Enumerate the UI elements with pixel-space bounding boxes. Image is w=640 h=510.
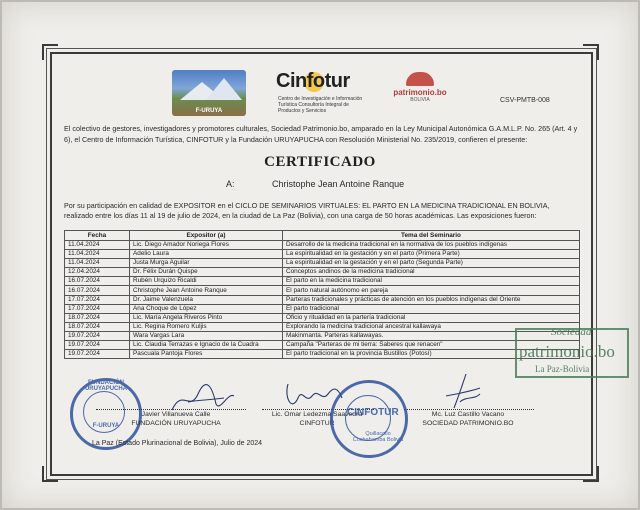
table-row (65, 322, 580, 331)
patrimonio-logo (390, 72, 450, 112)
cell-speaker: Lic. Regina Romero Kuljis (130, 322, 283, 331)
table-row (65, 250, 580, 259)
cell-speaker: Dr. Félix Durán Quispe (130, 268, 283, 277)
signature-line (96, 409, 246, 410)
cell-date: 19.07.2024 (65, 341, 130, 350)
seminar-table (64, 230, 580, 359)
cell-date: 16.07.2024 (65, 286, 130, 295)
cell-date: 19.07.2024 (65, 331, 130, 340)
signatory-1 (106, 411, 246, 428)
table-row (65, 331, 580, 340)
column-header-date: Fecha (65, 231, 130, 241)
cell-topic: Desarrollo de la medicina tradicional en la normativa de los pueblos indígenas (283, 241, 580, 250)
issue-place-date: La Paz (Estado Plurinacional de Bolivia), Julio de 2024 (92, 440, 263, 447)
cell-speaker: Ana Choque de López (130, 304, 283, 313)
uruyapucha-logo (172, 70, 246, 116)
cell-topic: El parto en la medicina tradicional (283, 277, 580, 286)
cell-date: 16.07.2024 (65, 277, 130, 286)
recipient-label: A: (226, 179, 235, 189)
table-row (65, 295, 580, 304)
cell-topic: La espiritualidad en la gestación y en el parto (Primera Parte) (283, 250, 580, 259)
cell-speaker: Pascuala Pantoja Flores (130, 350, 283, 359)
signature-line (404, 409, 534, 410)
cinfotur-logo (276, 70, 370, 114)
table-row (65, 286, 580, 295)
table-row (65, 268, 580, 277)
stamp-line-3: La Paz-Bolivia (535, 364, 590, 374)
intro-text: El colectivo de gestores, investigadores y promotores culturales, Sociedad Patrimonio.bo, amparado en la Ley Municipal Autonómica G.A.M.L.P. No. 265 (Art. 4 y 6), el Centro de Información Turística, CINFOTUR y la Fundación URUYAPUCHA con Resolución Ministerial No. 235/2019, confieren el presente: (64, 124, 578, 144)
seal-center-city: Quillacollo Cochabamba Bolivia (352, 431, 404, 443)
cell-date: 18.07.2024 (65, 313, 130, 322)
patrimonio-logo-country: BOLIVIA (410, 97, 430, 103)
cell-topic: Conceptos andinos de la medicina tradicional (283, 268, 580, 277)
stamp-line-1: Sociedad (551, 326, 592, 338)
cell-date: 18.07.2024 (65, 322, 130, 331)
certificate-code: CSV-PMTB-008 (500, 97, 550, 104)
cinfotur-logo-name: Cinfotur (276, 70, 350, 92)
cell-topic: Parteras tradicionales y prácticas de atención en los pueblos indígenas del Oriente (283, 295, 580, 304)
recipient-name: Christophe Jean Antoine Ranque (272, 179, 405, 189)
uruyapucha-logo-caption: F-URUYA (195, 108, 223, 114)
cinfotur-seal (330, 380, 408, 458)
cell-date: 11.04.2024 (65, 259, 130, 268)
signatory-3-org: SOCIEDAD PATRIMONIO.BO (422, 419, 514, 427)
signatory-2-name: Lic. Omar Ledezma Saavedra (271, 411, 363, 418)
signatory-3 (400, 411, 536, 428)
cell-speaker: Justa Murga Aguilar (130, 259, 283, 268)
cell-topic: El parto tradicional en la provincia Bustillos (Potosí) (283, 350, 580, 359)
cell-date: 12.04.2024 (65, 268, 130, 277)
cell-date: 19.07.2024 (65, 350, 130, 359)
cell-speaker: Wara Vargas Lara (130, 331, 283, 340)
signatory-2-org: CINFOTUR (299, 419, 335, 427)
cell-date: 11.04.2024 (65, 241, 130, 250)
cell-topic: Makinmanta. Parteras kallawayas. (283, 331, 580, 340)
cell-topic: El parto natural autónomo en pareja (283, 286, 580, 295)
cell-speaker: Lic. Claudia Terrazas e Ignacio de la Cuadra (130, 341, 283, 350)
cinfotur-logo-subtitle: Centro de Investigación e Información Turística Consultoría Integral de Productos y Servicios (278, 96, 363, 114)
border-corner (583, 466, 599, 482)
patrimonio-stamp (515, 326, 629, 378)
cell-date: 11.04.2024 (65, 250, 130, 259)
seal-center-name: CINFOTUR (347, 407, 399, 418)
cell-speaker: Lic. Diego Amador Noriega Flores (130, 241, 283, 250)
table-row (65, 277, 580, 286)
certificate-title: CERTIFICADO (264, 154, 376, 170)
seal-left-top: FUNDACIÓN URUYAPUCHA (84, 380, 128, 392)
patrimonio-logo-name: patrimonio.bo (393, 88, 447, 97)
border-corner (42, 44, 58, 60)
table-row (65, 313, 580, 322)
cell-topic: Oficio y ritualidad en la partería tradicional (283, 313, 580, 322)
recipient (226, 179, 404, 189)
cell-speaker: Adelio Laura (130, 250, 283, 259)
cell-speaker: Rubén Urquizo Ricaldi (130, 277, 283, 286)
table-row (65, 304, 580, 313)
table-row (65, 259, 580, 268)
column-header-topic: Tema del Seminario (283, 231, 580, 241)
signature-castillo (436, 372, 486, 412)
cell-topic: Campaña "Parteras de mi tierra: Saberes que renacen" (283, 341, 580, 350)
cell-topic: La espiritualidad en la gestación y en el parto (Segunda Parte) (283, 259, 580, 268)
cell-speaker: Christophe Jean Antoine Ranque (130, 286, 283, 295)
seal-left-bottom: F-URUYA (92, 423, 120, 429)
cell-topic: Explorando la medicina tradicional ancestral kallawaya (283, 322, 580, 331)
border-corner (42, 466, 58, 482)
cell-date: 17.07.2024 (65, 295, 130, 304)
signatory-1-name: Javier Villanueva Calle (141, 411, 211, 418)
table-row (65, 241, 580, 250)
signatory-3-name: Mc. Luz Castillo Vacano (431, 411, 505, 418)
cell-date: 17.07.2024 (65, 304, 130, 313)
stamp-line-2: patrimonio.bo (519, 342, 615, 361)
table-row (65, 341, 580, 350)
cell-speaker: Lic. María Angela Riveros Pinto (130, 313, 283, 322)
table-header-row (65, 231, 580, 241)
column-header-speaker: Expositor (a) (130, 231, 283, 241)
signatory-1-org: FUNDACIÓN URUYAPUCHA (131, 419, 221, 427)
participation-text: Por su participación en calidad de EXPOSITOR en el CICLO DE SEMINARIOS VIRTUALES: EL PARTO EN LA MEDICINA TRADICIONAL EN BOLIVIA, realizado entre los días 11 al 19 de julio de 2024, en la ciudad de La Paz (Bolivia), con una carga de 50 horas académicas. Las exposiciones fueron: (64, 201, 550, 220)
table-row (65, 350, 580, 359)
cell-topic: El parto tradicional (283, 304, 580, 313)
cell-speaker: Dr. Jaime Valenzuela (130, 295, 283, 304)
border-corner (583, 44, 599, 60)
